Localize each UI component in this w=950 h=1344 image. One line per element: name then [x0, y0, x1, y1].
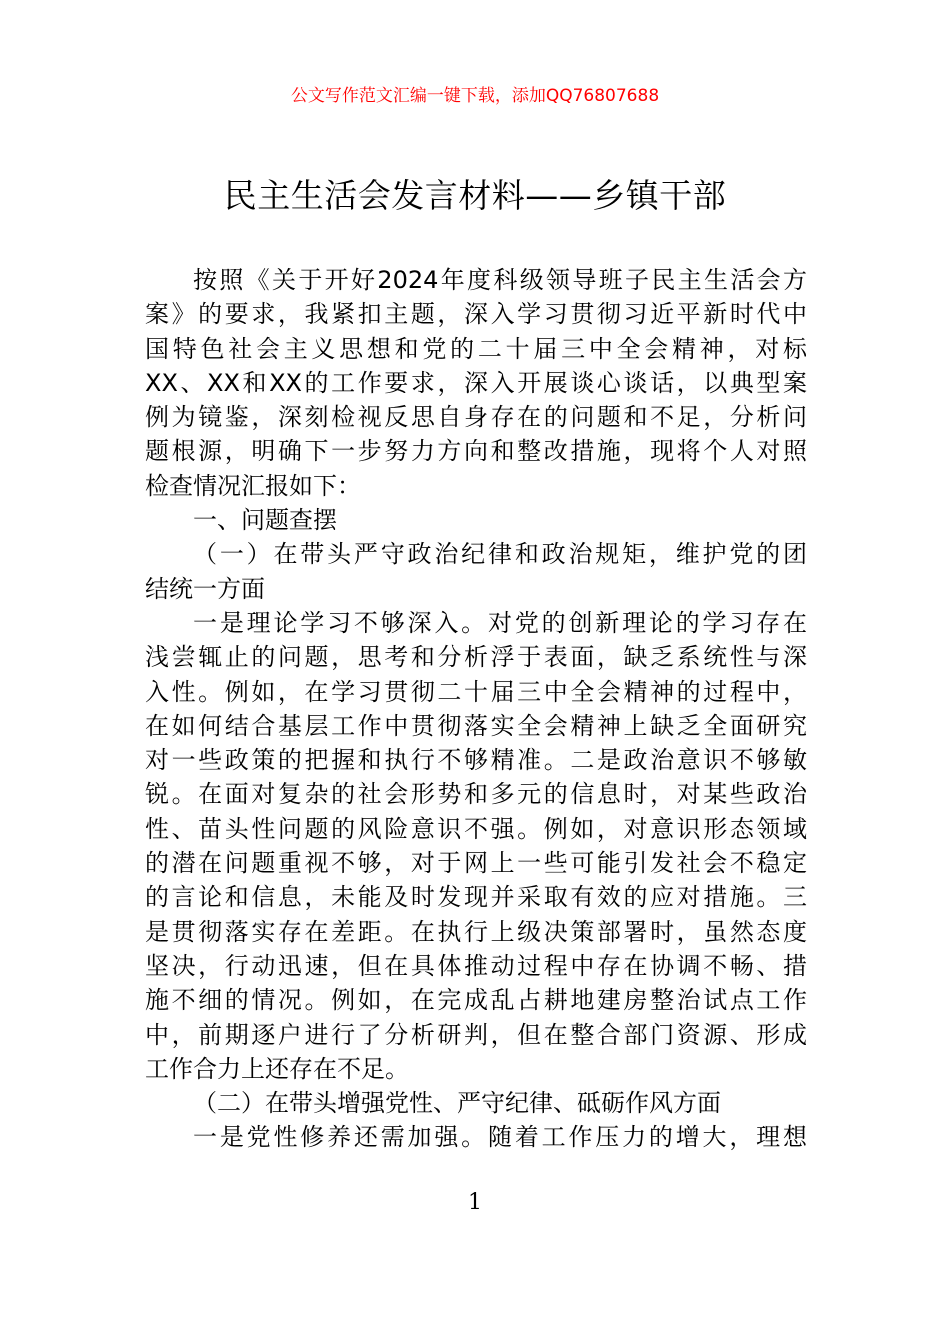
- subsection-heading: （二）在带头增强党性、严守纪律、砥砺作风方面: [193, 1089, 721, 1118]
- body-line: 对一些政策的把握和执行不够精准。二是政治意识不够敏: [145, 746, 807, 775]
- page-number: 1: [468, 1190, 482, 1215]
- download-notice: 公文写作范文汇编一键下载，添加QQ76807688: [290, 86, 660, 106]
- body-line: 锐。在面对复杂的社会形势和多元的信息时，对某些政治: [145, 780, 807, 809]
- body-line: 入性。例如，在学习贯彻二十届三中全会精神的过程中，: [145, 677, 807, 706]
- body-line: 国特色社会主义思想和党的二十届三中全会精神，对标: [145, 334, 807, 363]
- subsection-heading-cont: 结统一方面: [145, 574, 265, 603]
- body-line: 工作合力上还存在不足。: [145, 1054, 409, 1083]
- subsection-heading: （一）在带头严守政治纪律和政治规矩，维护党的团: [193, 540, 807, 569]
- body-line: 坚决，行动迅速，但在具体推动过程中存在协调不畅、措: [145, 951, 807, 980]
- body-line: 一是理论学习不够深入。对党的创新理论的学习存在: [193, 608, 807, 637]
- body-line: 例为镜鉴，深刻检视反思自身存在的问题和不足，分析问: [145, 403, 807, 432]
- body-line: XX、XX和XX的工作要求，深入开展谈心谈话，以典型案: [145, 368, 807, 397]
- body-line: 中，前期逐户进行了分析研判，但在整合部门资源、形成: [145, 1020, 807, 1049]
- section-heading: 一、问题查摆: [193, 506, 337, 535]
- body-line: 一是党性修养还需加强。随着工作压力的增大，理想: [193, 1123, 807, 1152]
- body-line: 检查情况汇报如下：: [145, 471, 361, 500]
- body-line: 浅尝辄止的问题，思考和分析浮于表面，缺乏系统性与深: [145, 643, 807, 672]
- body-line: 案》的要求，我紧扣主题，深入学习贯彻习近平新时代中: [145, 300, 807, 329]
- document-body: [145, 263, 807, 1155]
- body-line: 施不细的情况。例如，在完成乱占耕地建房整治试点工作: [145, 986, 807, 1015]
- body-line: 性、苗头性问题的风险意识不强。例如，对意识形态领域: [145, 814, 807, 843]
- document-title: 民主生活会发言材料——乡镇干部: [223, 176, 727, 215]
- body-line: 是贯彻落实存在差距。在执行上级决策部署时，虽然态度: [145, 917, 807, 946]
- body-line: 的潜在问题重视不够，对于网上一些可能引发社会不稳定: [145, 849, 807, 878]
- body-line: 的言论和信息，未能及时发现并采取有效的应对措施。三: [145, 883, 807, 912]
- body-line: 按照《关于开好2024年度科级领导班子民主生活会方: [193, 266, 807, 294]
- body-line: 题根源，明确下一步努力方向和整改措施，现将个人对照: [145, 437, 807, 466]
- body-line: 在如何结合基层工作中贯彻落实全会精神上缺乏全面研究: [145, 711, 807, 740]
